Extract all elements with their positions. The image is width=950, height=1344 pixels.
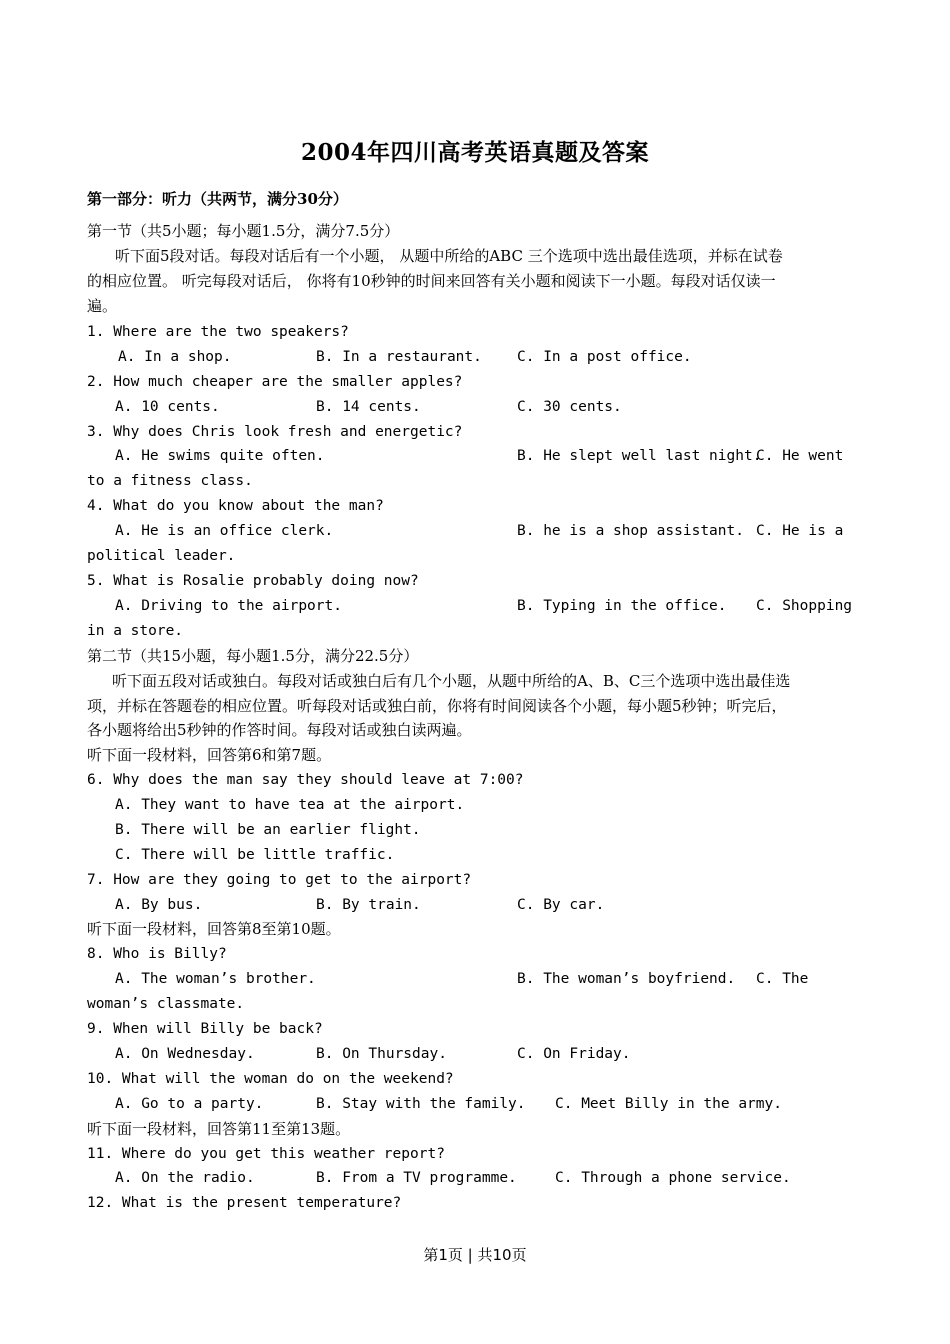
question-5: 5. What is Rosalie probably doing now? [87, 573, 419, 589]
q3-option-c: C. He went [756, 448, 844, 464]
part1-heading: 第一部分：听力（共两节，满分30分） [87, 190, 348, 208]
q11-option-b: B. From a TV programme. [316, 1170, 517, 1186]
section2-instruction-3: 各小题将给出5秒钟的作答时间。每段对话或独白读两遍。 [87, 721, 472, 739]
question-1: 1. Where are the two speakers? [87, 324, 349, 340]
q3-option-b: B. He slept well last night. [517, 448, 762, 464]
q3-option-c-cont: to a fitness class. [87, 473, 253, 489]
q11-option-a: A. On the radio. [115, 1170, 255, 1186]
section1-instruction-1: 听下面5段对话。每段对话后有一个小题， 从题中所给的ABC 三个选项中选出最佳选项，并标在试卷 [115, 247, 783, 265]
q9-option-b: B. On Thursday. [316, 1046, 447, 1062]
q1-option-c: C. In a post office. [517, 349, 692, 365]
section1-instruction-3: 遍。 [87, 297, 118, 315]
q3-option-a: A. He swims quite often. [115, 448, 325, 464]
q4-option-b: B. he is a shop assistant. [517, 523, 744, 539]
q1-option-a: A. In a shop. [118, 349, 232, 365]
question-11: 11. Where do you get this weather report? [87, 1146, 445, 1162]
question-10: 10. What will the woman do on the weekend? [87, 1071, 454, 1087]
question-12: 12. What is the present temperature? [87, 1195, 402, 1211]
q4-option-c: C. He is a [756, 523, 844, 539]
q5-option-c-cont: in a store. [87, 623, 184, 639]
q7-option-c: C. By car. [517, 897, 605, 913]
question-2: 2. How much cheaper are the smaller apples? [87, 374, 463, 390]
question-4: 4. What do you know about the man? [87, 498, 384, 514]
section2-instruction-1: 听下面五段对话或独白。每段对话或独白后有几个小题，从题中所给的A、B、C三个选项中选出最佳选 [112, 672, 791, 690]
q9-option-a: A. On Wednesday. [115, 1046, 255, 1062]
q2-option-b: B. 14 cents. [316, 399, 421, 415]
q4-option-a: A. He is an office clerk. [115, 523, 334, 539]
q9-option-c: C. On Friday. [517, 1046, 631, 1062]
material-8-10: 听下面一段材料，回答第8至第10题。 [87, 920, 341, 938]
section2-instruction-2: 项，并标在答题卷的相应位置。听每段对话或独白前，你将有时间阅读各个小题，每小题5秒钟；听完后， [87, 697, 787, 715]
q1-option-b: B. In a restaurant. [316, 349, 482, 365]
q10-option-b: B. Stay with the family. [316, 1096, 526, 1112]
q8-option-b: B. The woman’s boyfriend. [517, 971, 736, 987]
page-footer: 第1页 | 共10页 [423, 1246, 527, 1264]
q6-option-a: A. They want to have tea at the airport. [115, 797, 465, 813]
q5-option-a: A. Driving to the airport. [115, 598, 342, 614]
section2-heading: 第二节（共15小题，每小题1.5分，满分22.5分） [87, 647, 419, 665]
q11-option-c: C. Through a phone service. [555, 1170, 791, 1186]
q8-option-c: C. The [756, 971, 809, 987]
q7-option-b: B. By train. [316, 897, 421, 913]
material-6-7: 听下面一段材料，回答第6和第7题。 [87, 746, 332, 764]
q6-option-c: C. There will be little traffic. [115, 847, 395, 863]
section1-heading: 第一节（共5小题；每小题1.5分，满分7.5分） [87, 222, 400, 240]
question-6: 6. Why does the man say they should leave at 7:00? [87, 772, 524, 788]
q5-option-c: C. Shopping [756, 598, 853, 614]
section1-instruction-2: 的相应位置。 听完每段对话后， 你将有10秒钟的时间来回答有关小题和阅读下一小题。每段对话仅读一 [87, 272, 776, 290]
q4-option-c-cont: political leader. [87, 548, 236, 564]
q7-option-a: A. By bus. [115, 897, 203, 913]
question-8: 8. Who is Billy? [87, 946, 227, 962]
q10-option-c: C. Meet Billy in the army. [555, 1096, 782, 1112]
material-11-13: 听下面一段材料，回答第11至第13题。 [87, 1120, 351, 1138]
q2-option-c: C. 30 cents. [517, 399, 622, 415]
q10-option-a: A. Go to a party. [115, 1096, 264, 1112]
q2-option-a: A. 10 cents. [115, 399, 220, 415]
question-9: 9. When will Billy be back? [87, 1021, 323, 1037]
question-3: 3. Why does Chris look fresh and energetic? [87, 424, 463, 440]
q8-option-c-cont: woman’s classmate. [87, 996, 245, 1012]
document-title: 2004年四川高考英语真题及答案 [300, 139, 649, 166]
q5-option-b: B. Typing in the office. [517, 598, 727, 614]
question-7: 7. How are they going to get to the airport? [87, 872, 472, 888]
q6-option-b: B. There will be an earlier flight. [115, 822, 421, 838]
q8-option-a: A. The woman’s brother. [115, 971, 316, 987]
